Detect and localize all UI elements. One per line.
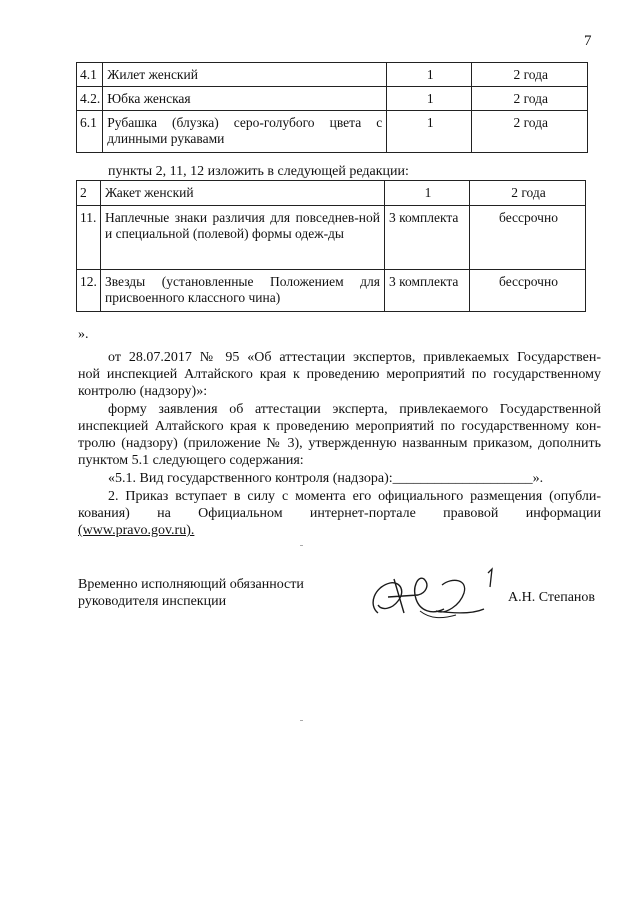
wear-term: 2 года [472, 63, 588, 87]
item-name: Наплечные знаки различия для повседнев-ной и специальной (полевой) формы одеж-ды [101, 206, 385, 270]
wear-term: 2 года [472, 111, 588, 153]
row-number: 12. [77, 270, 101, 312]
table-row [77, 111, 588, 153]
row-number: 4.1 [77, 63, 103, 87]
para4-line2: кования) на Официальном интернет-портале правовой информации [78, 506, 601, 521]
item-quantity: 1 [387, 87, 472, 111]
item-name: Жилет женский [103, 63, 387, 87]
item-name: Юбка женская [103, 87, 387, 111]
closing-quote: ». [78, 327, 89, 342]
wear-term: 2 года [470, 181, 586, 206]
handwritten-signature [360, 565, 510, 625]
row-number: 4.2. [77, 87, 103, 111]
item-quantity: 3 комплекта [385, 206, 470, 270]
table-row [77, 270, 586, 312]
item-name: Жакет женский [101, 181, 385, 206]
signatory-name: А.Н. Степанов [508, 590, 596, 605]
page-number: 7 [584, 33, 592, 49]
signatory-position-line2: руководителя инспекции [78, 594, 227, 609]
table-row [77, 181, 586, 206]
row-number: 11. [77, 206, 101, 270]
para4-line1: 2. Приказ вступает в силу с момента его официального размещения (опубли- [108, 489, 601, 504]
scan-dot [300, 545, 302, 546]
para4-line3-link: (www.pravo.gov.ru). [78, 523, 195, 538]
items-table-bottom [76, 180, 586, 312]
wear-term: 2 года [472, 87, 588, 111]
items-table-top [76, 62, 588, 153]
wear-term: бессрочно [470, 206, 586, 270]
row-number: 6.1 [77, 111, 103, 153]
table-row [77, 63, 588, 87]
para2-line2: инспекцией Алтайского края к проведению мероприятий по государственному кон- [78, 419, 601, 434]
table-row [77, 206, 586, 270]
para3-line: «5.1. Вид государственного контроля (надзора):____________________». [108, 471, 544, 486]
para1-line3: контролю (надзору)»: [78, 384, 208, 399]
item-quantity: 1 [387, 111, 472, 153]
para1-line1: от 28.07.2017 № 95 «Об аттестации экспертов, привлекаемых Государствен- [108, 350, 601, 365]
item-name: Рубашка (блузка) серо-голубого цвета с длинными рукавами [103, 111, 387, 153]
table-row [77, 87, 588, 111]
intro-line: пункты 2, 11, 12 изложить в следующей редакции: [108, 164, 409, 179]
item-name: Звезды (установленные Положением для присвоенного классного чина) [101, 270, 385, 312]
row-number: 2 [77, 181, 101, 206]
scan-dot [300, 720, 302, 721]
para2-line3: тролю (надзору) (приложение № 3), утвержденную названным приказом, дополнить [78, 436, 601, 451]
item-quantity: 1 [385, 181, 470, 206]
item-quantity: 3 комплекта [385, 270, 470, 312]
para2-line1: форму заявления об аттестации эксперта, привлекаемого Государственной [108, 402, 601, 417]
para2-line4: пунктом 5.1 следующего содержания: [78, 453, 304, 468]
para1-line2: ной инспекцией Алтайского края к проведению мероприятий по государственному [78, 367, 601, 382]
wear-term: бессрочно [470, 270, 586, 312]
item-quantity: 1 [387, 63, 472, 87]
signatory-position-line1: Временно исполняющий обязанности [78, 577, 304, 592]
